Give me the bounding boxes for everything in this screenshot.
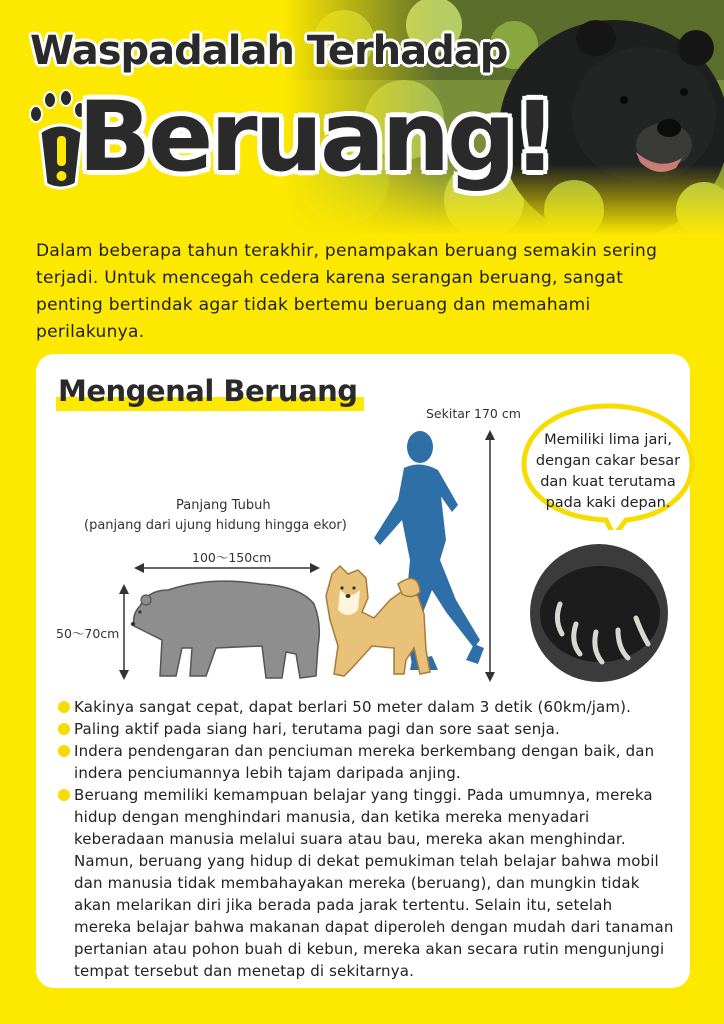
title-line-1: Waspadalah Terhadap	[30, 28, 508, 74]
list-item: Kakinya sangat cepat, dapat berlari 50 meter dalam 3 detik (60km/jam).	[58, 696, 674, 718]
height-range-label: 50～70cm	[56, 626, 120, 641]
bullet-dot-icon	[58, 723, 70, 735]
bullet-dot-icon	[58, 745, 70, 757]
bear-height-arrow	[119, 584, 129, 680]
facts-list	[58, 696, 674, 982]
body-length-note: (panjang dari ujung hidung hingga ekor)	[84, 518, 347, 533]
section-title: Mengenal Beruang	[58, 374, 358, 408]
bear-silhouette	[131, 581, 320, 678]
length-range-label: 100～150cm	[192, 550, 272, 565]
bullet-dot-icon	[58, 789, 70, 801]
list-item: Paling aktif pada siang hari, terutama pagi dan sore saat senja.	[58, 718, 674, 740]
human-height-arrow	[485, 430, 495, 682]
intro-paragraph: Dalam beberapa tahun terakhir, penampakan beruang semakin sering terjadi. Untuk mencegah cedera karena serangan beruang, sangat penting bertindak agar tidak bertemu beruang dan memahami perilakunya.	[36, 241, 658, 342]
list-item: Beruang memiliki kemampuan belajar yang tinggi. Pada umumnya, mereka hidup dengan menghindari manusia, dan ketika mereka menyadari keberadaan manusia melalui suara atau bau, mereka akan menghindar. Namun, beruang yang hidup di dekat pemukiman telah belajar bahwa mobil dan manusia tidak membahayakan mereka (beruang), dan mungkin tidak akan melarikan diri jika berada pada jarak tertentu. Selain itu, setelah mereka belajar bahwa makanan dapat diperoleh dengan mudah dari tanaman pertanian atau pohon buah di kebun, mereka akan secara rutin mengunjungi tempat tersebut dan menetap di sekitarnya.	[58, 784, 674, 982]
list-item: Indera pendengaran dan penciuman mereka berkembang dengan baik, dan indera penciumannya lebih tajam daripada anjing.	[58, 740, 674, 784]
title-line-2: Beruang!	[78, 81, 554, 193]
bear-claw-photo	[530, 544, 668, 682]
speech-bubble-text: Memiliki lima jari, dengan cakar besar dan kuat terutama pada kaki depan.	[535, 432, 681, 511]
bullet-dot-icon	[58, 701, 70, 713]
body-length-label: Panjang Tubuh	[176, 498, 271, 513]
human-height-label: Sekitar 170 cm	[426, 406, 521, 421]
